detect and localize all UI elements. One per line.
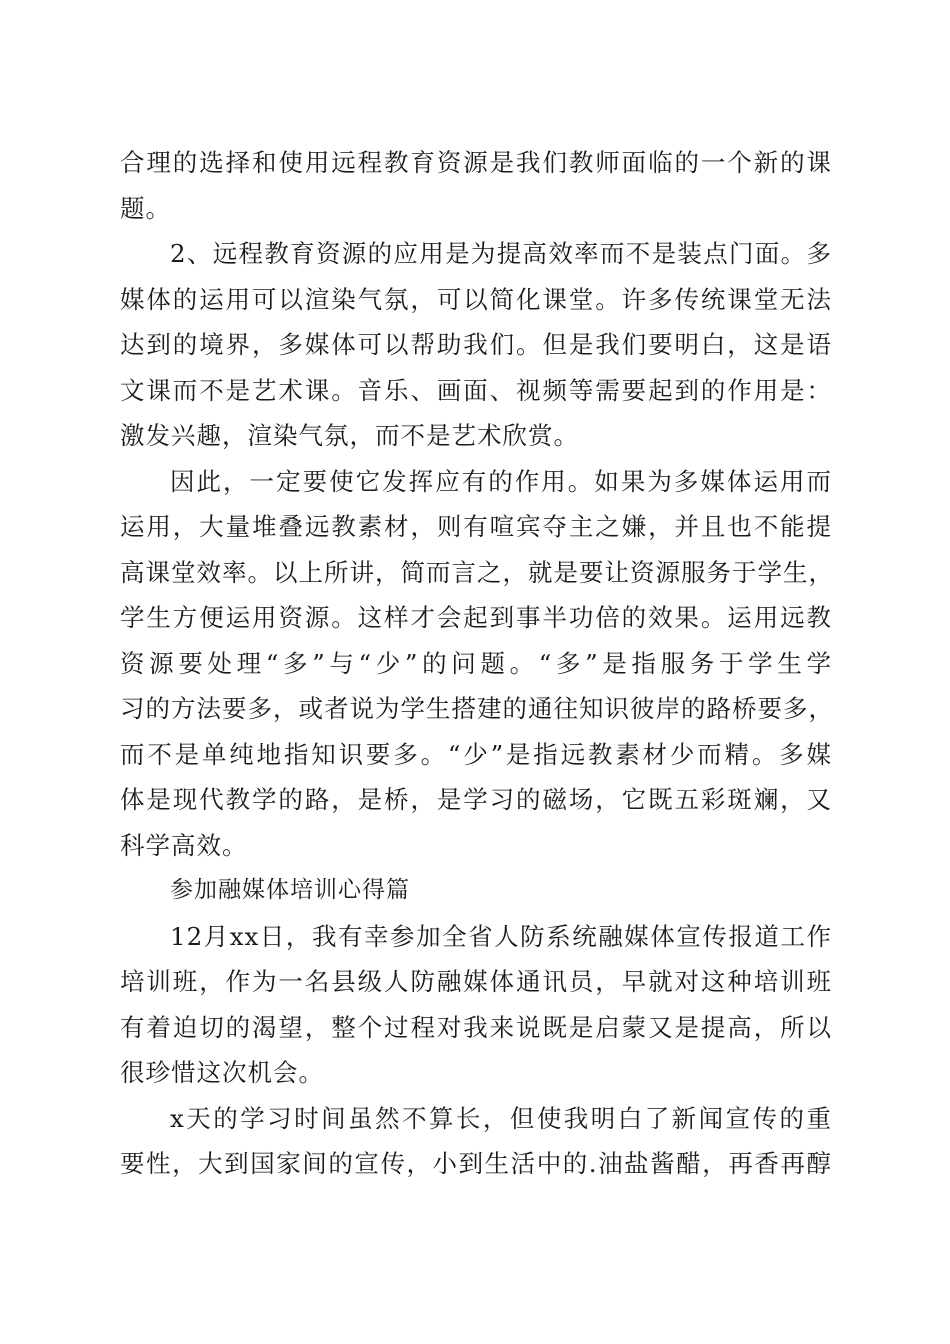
- text-line: 学生方便运用资源。这样才会起到事半功倍的效果。运用远教: [120, 603, 832, 632]
- text-line: 高课堂效率。以上所讲，简而言之，就是要让资源服务于学生，: [120, 557, 834, 587]
- paragraph-4: [120, 914, 832, 1096]
- paragraph-2: [120, 231, 832, 459]
- text-line: 很珍惜这次机会。: [120, 1058, 324, 1087]
- text-line: 资源要处理“多”与“少”的问题。“多”是指服务于学生学: [120, 648, 832, 678]
- paragraph-3: [120, 459, 832, 869]
- text-line: 合理的选择和使用远程教育资源是我们教师面临的一个新的课: [120, 148, 832, 177]
- text-line: 文课而不是艺术课。音乐、画面、视频等需要起到的作用是：: [120, 375, 832, 405]
- text-line: 激发兴趣，渲染气氛，而不是艺术欣赏。: [120, 421, 579, 450]
- text-line: 因此，一定要使它发挥应有的作用。如果为多媒体运用而: [170, 466, 832, 496]
- section-heading: [120, 868, 832, 914]
- text-line: 2、远程教育资源的应用是为提高效率而不是装点门面。多: [170, 239, 832, 268]
- text-line: 培训班，作为一名县级人防融媒体通讯员，早就对这种培训班: [120, 967, 832, 996]
- text-line: 习的方法要多，或者说为学生搭建的通往知识彼岸的路桥要多，: [120, 694, 834, 723]
- section-title: 参加融媒体培训心得篇: [170, 877, 410, 903]
- text-line: 12月xx日，我有幸参加全省人防系统融媒体宣传报道工作: [170, 921, 832, 951]
- text-line: 有着迫切的渴望，整个过程对我来说既是启蒙又是提高，所以: [120, 1012, 832, 1042]
- text-line: 题。: [120, 193, 171, 223]
- text-line: x天的学习时间虽然不算长，但使我明白了新闻宣传的重: [170, 1103, 832, 1133]
- text-line: 达到的境界，多媒体可以帮助我们。但是我们要明白，这是语: [120, 330, 832, 359]
- text-line: 要性，大到国家间的宣传，小到生活中的.油盐酱醋，再香再醇: [120, 1149, 832, 1178]
- paragraph-5: [120, 1096, 832, 1187]
- text-line: 媒体的运用可以渲染气氛，可以简化课堂。许多传统课堂无法: [120, 284, 832, 314]
- text-line: 体是现代教学的路，是桥，是学习的磁场，它既五彩斑斓，又: [120, 785, 832, 814]
- document-page: [120, 140, 832, 1187]
- text-line: 而不是单纯地指知识要多。“少”是指远教素材少而精。多媒: [120, 739, 832, 769]
- paragraph-1: [120, 140, 832, 231]
- text-line: 科学高效。: [120, 830, 248, 860]
- text-line: 运用，大量堆叠远教素材，则有喧宾夺主之嫌，并且也不能提: [120, 512, 832, 541]
